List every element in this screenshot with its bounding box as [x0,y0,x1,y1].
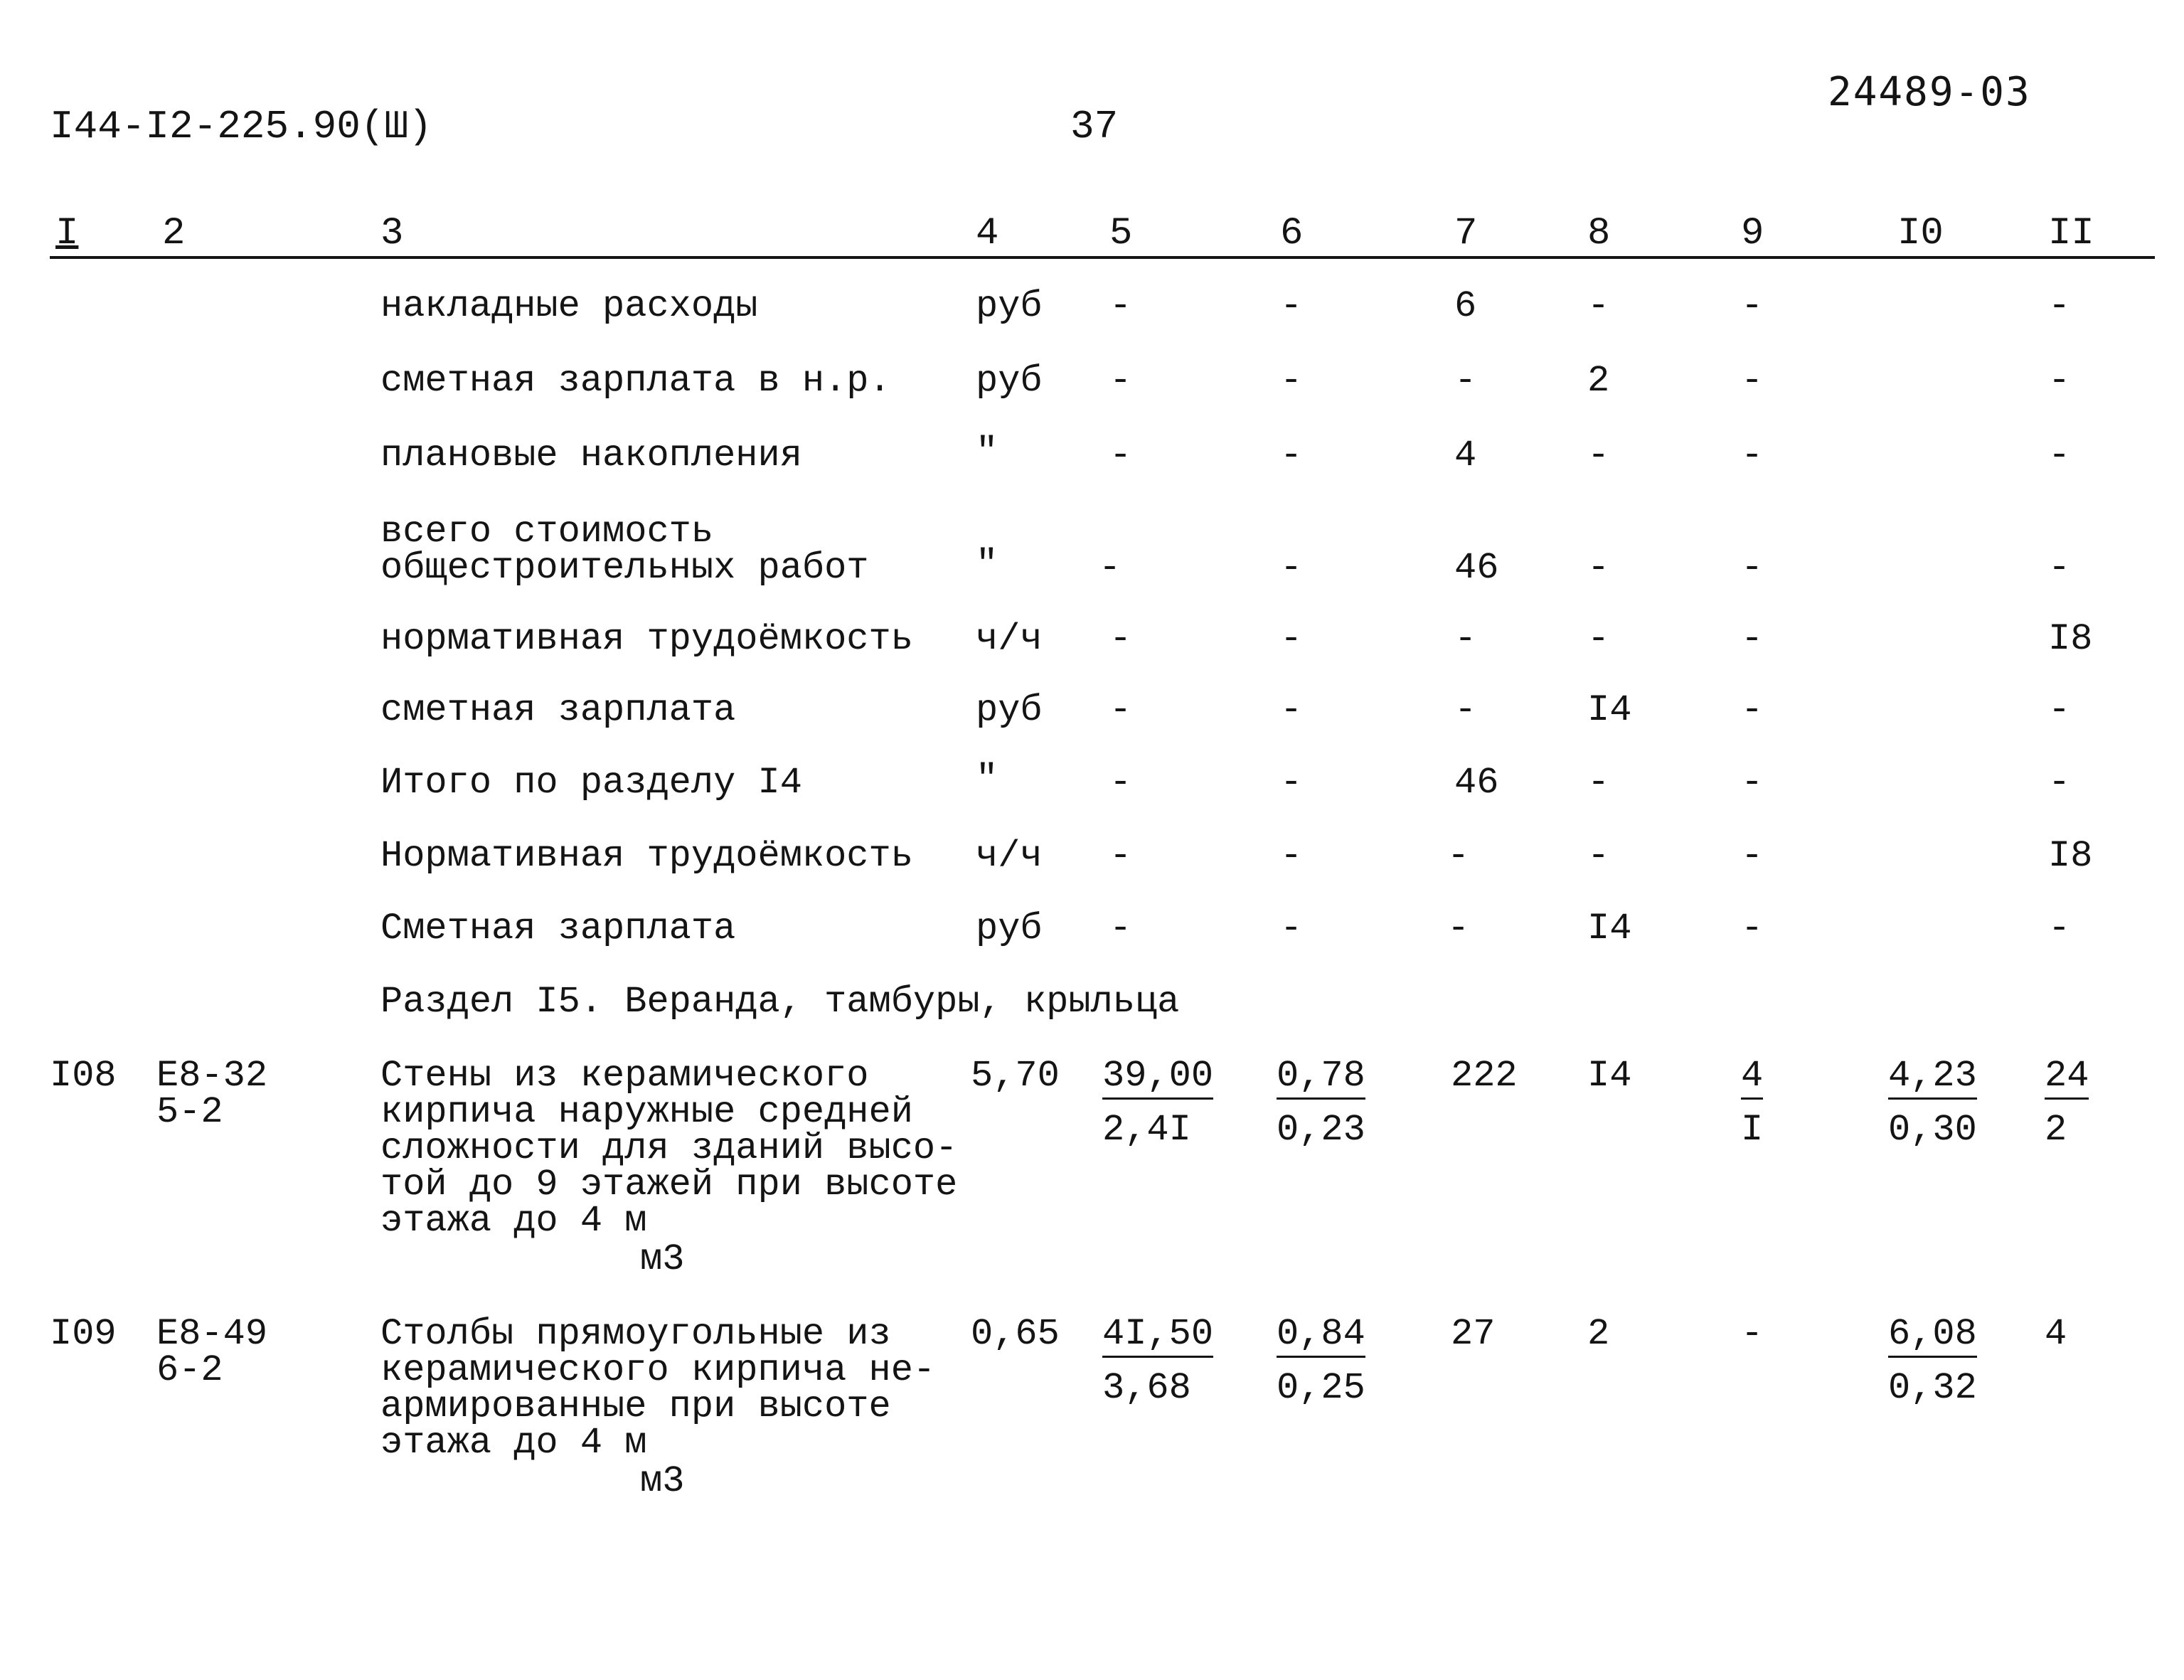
row-label: сметная зарплата в н.р. [380,360,891,402]
archive-number-stamp: 24489-03 [1828,69,2031,115]
cell-col7: - [1447,835,1470,877]
cell-col11: - [2048,435,2071,477]
cell-col10-top: 4,23 [1888,1058,1977,1100]
cell-col6: - [1280,547,1303,589]
cell-col9: - [1741,360,1764,402]
cell-col11: 4 [2045,1313,2067,1355]
cell-col8: - [1587,547,1610,589]
cell-col9: - [1741,285,1764,327]
cell-col11: - [2048,360,2071,402]
row-label: Итого по разделу I4 [380,762,802,804]
cell-col6-bottom: 0,23 [1277,1109,1365,1151]
cell-col9: - [1741,1313,1764,1355]
cell-col9: - [1741,618,1764,660]
row-unit: " [976,543,998,585]
cell-col7: - [1454,618,1477,660]
column-header-3: 3 [380,212,404,255]
item-code-line-1: Е8-49 [156,1313,268,1355]
cell-col8: 2 [1587,1313,1610,1355]
row-unit: руб [976,360,1043,402]
section-title: Раздел I5. Веранда, тамбуры, крыльца [380,981,1180,1023]
column-header-8: 8 [1587,212,1611,255]
cell-col8: - [1587,618,1610,660]
cell-col7: 46 [1454,762,1499,804]
cell-col7: 4 [1454,435,1477,477]
column-header-10: I0 [1897,212,1944,255]
cell-col5: - [1099,547,1122,589]
column-header-1: I [55,212,79,255]
row-label: сметная зарплата [380,689,736,731]
item-quantity: 0,65 [971,1313,1060,1355]
cell-col11: - [2048,762,2071,804]
column-header-9: 9 [1741,212,1764,255]
cell-col5: - [1109,285,1132,327]
item-number: I09 [50,1313,117,1355]
row-label: Нормативная трудоёмкость [380,835,913,877]
row-label-line-2: общестроительных работ [380,547,869,589]
row-unit: руб [976,689,1043,731]
cell-col5: - [1109,435,1132,477]
header-underline [50,256,2155,259]
cell-col7: - [1454,360,1477,402]
cell-col5: - [1109,360,1132,402]
row-unit: ч/ч [976,835,1043,877]
cell-col6-top: 0,84 [1277,1316,1365,1358]
cell-col6: - [1280,689,1303,731]
row-label: нормативная трудоёмкость [380,618,913,660]
cell-col7: 46 [1454,547,1499,589]
cell-col8: I4 [1587,908,1632,950]
column-header-4: 4 [976,212,999,255]
cell-col11: - [2048,689,2071,731]
row-label: накладные расходы [380,285,758,327]
cell-col11-bottom: 2 [2045,1109,2067,1151]
row-label-line-1: всего стоимость [380,511,714,553]
cell-col6: - [1280,835,1303,877]
cell-col5-bottom: 3,68 [1102,1367,1191,1409]
cell-col6: - [1280,360,1303,402]
cell-col6: - [1280,618,1303,660]
item-code-line-1: Е8-32 [156,1055,268,1097]
cell-col5-bottom: 2,4I [1102,1109,1191,1151]
cell-col5: - [1109,689,1132,731]
item-code-line-2: 5-2 [156,1091,223,1133]
cell-col9: - [1741,547,1764,589]
row-label: Сметная зарплата [380,908,736,950]
cell-col8: I4 [1587,689,1632,731]
item-quantity: 5,70 [971,1055,1060,1097]
cell-col11: - [2048,285,2071,327]
cell-col8: 2 [1587,360,1610,402]
cell-col7: - [1454,689,1477,731]
cell-col10-bottom: 0,30 [1888,1109,1977,1151]
cell-col9-top: 4 [1741,1058,1763,1100]
column-header-2: 2 [162,212,186,255]
cell-col6: - [1280,285,1303,327]
cell-col8: - [1587,762,1610,804]
item-description: Стены из керамического кирпича наружные средней сложности для зданий высо- той до 9 этажей при высоте этажа до 4 м [380,1055,958,1242]
cell-col6-bottom: 0,25 [1277,1367,1365,1409]
cell-col7: 27 [1451,1313,1496,1355]
cell-col11-top: 24 [2045,1058,2089,1100]
cell-col11: - [2048,908,2071,950]
row-label: плановые накопления [380,435,802,477]
cell-col9: - [1741,835,1764,877]
cell-col6: - [1280,908,1303,950]
cell-col5: - [1109,835,1132,877]
row-unit: " [976,431,998,473]
row-unit: руб [976,908,1043,950]
item-code-line-2: 6-2 [156,1349,223,1391]
page-number: 37 [1070,104,1119,149]
item-description: Столбы прямоугольные из керамического кирпича не- армированные при высоте этажа до 4 м [380,1313,936,1464]
column-header-11: II [2048,212,2094,255]
cell-col10-bottom: 0,32 [1888,1367,1977,1409]
row-unit: " [976,758,998,800]
cell-col11: I8 [2048,835,2093,877]
cell-col7: 222 [1451,1055,1518,1097]
cell-col8: - [1587,435,1610,477]
cell-col6-top: 0,78 [1277,1058,1365,1100]
column-header-5: 5 [1109,212,1133,255]
row-unit: руб [976,285,1043,327]
cell-col9: - [1741,689,1764,731]
cell-col5-top: 39,00 [1102,1058,1213,1100]
cell-col5: - [1109,618,1132,660]
cell-col5-top: 4I,50 [1102,1316,1213,1358]
cell-col9: - [1741,762,1764,804]
item-number: I08 [50,1055,117,1097]
cell-col11: I8 [2048,618,2093,660]
cell-col9: - [1741,908,1764,950]
row-unit: ч/ч [976,618,1043,660]
column-header-6: 6 [1280,212,1304,255]
cell-col6: - [1280,435,1303,477]
cell-col8: I4 [1587,1055,1632,1097]
cell-col8: - [1587,835,1610,877]
cell-col5: - [1109,908,1132,950]
cell-col10-top: 6,08 [1888,1316,1977,1358]
cell-col9: - [1741,435,1764,477]
cell-col11: - [2048,547,2071,589]
document-code: I44-I2-225.90(Ш) [50,104,432,149]
item-unit: м3 [640,1460,685,1502]
cell-col7: 6 [1454,285,1477,327]
cell-col9-bottom: I [1741,1109,1764,1151]
item-unit: м3 [640,1238,685,1280]
column-header-7: 7 [1454,212,1478,255]
cell-col6: - [1280,762,1303,804]
cell-col8: - [1587,285,1610,327]
cell-col7: - [1447,908,1470,950]
cell-col5: - [1109,762,1132,804]
